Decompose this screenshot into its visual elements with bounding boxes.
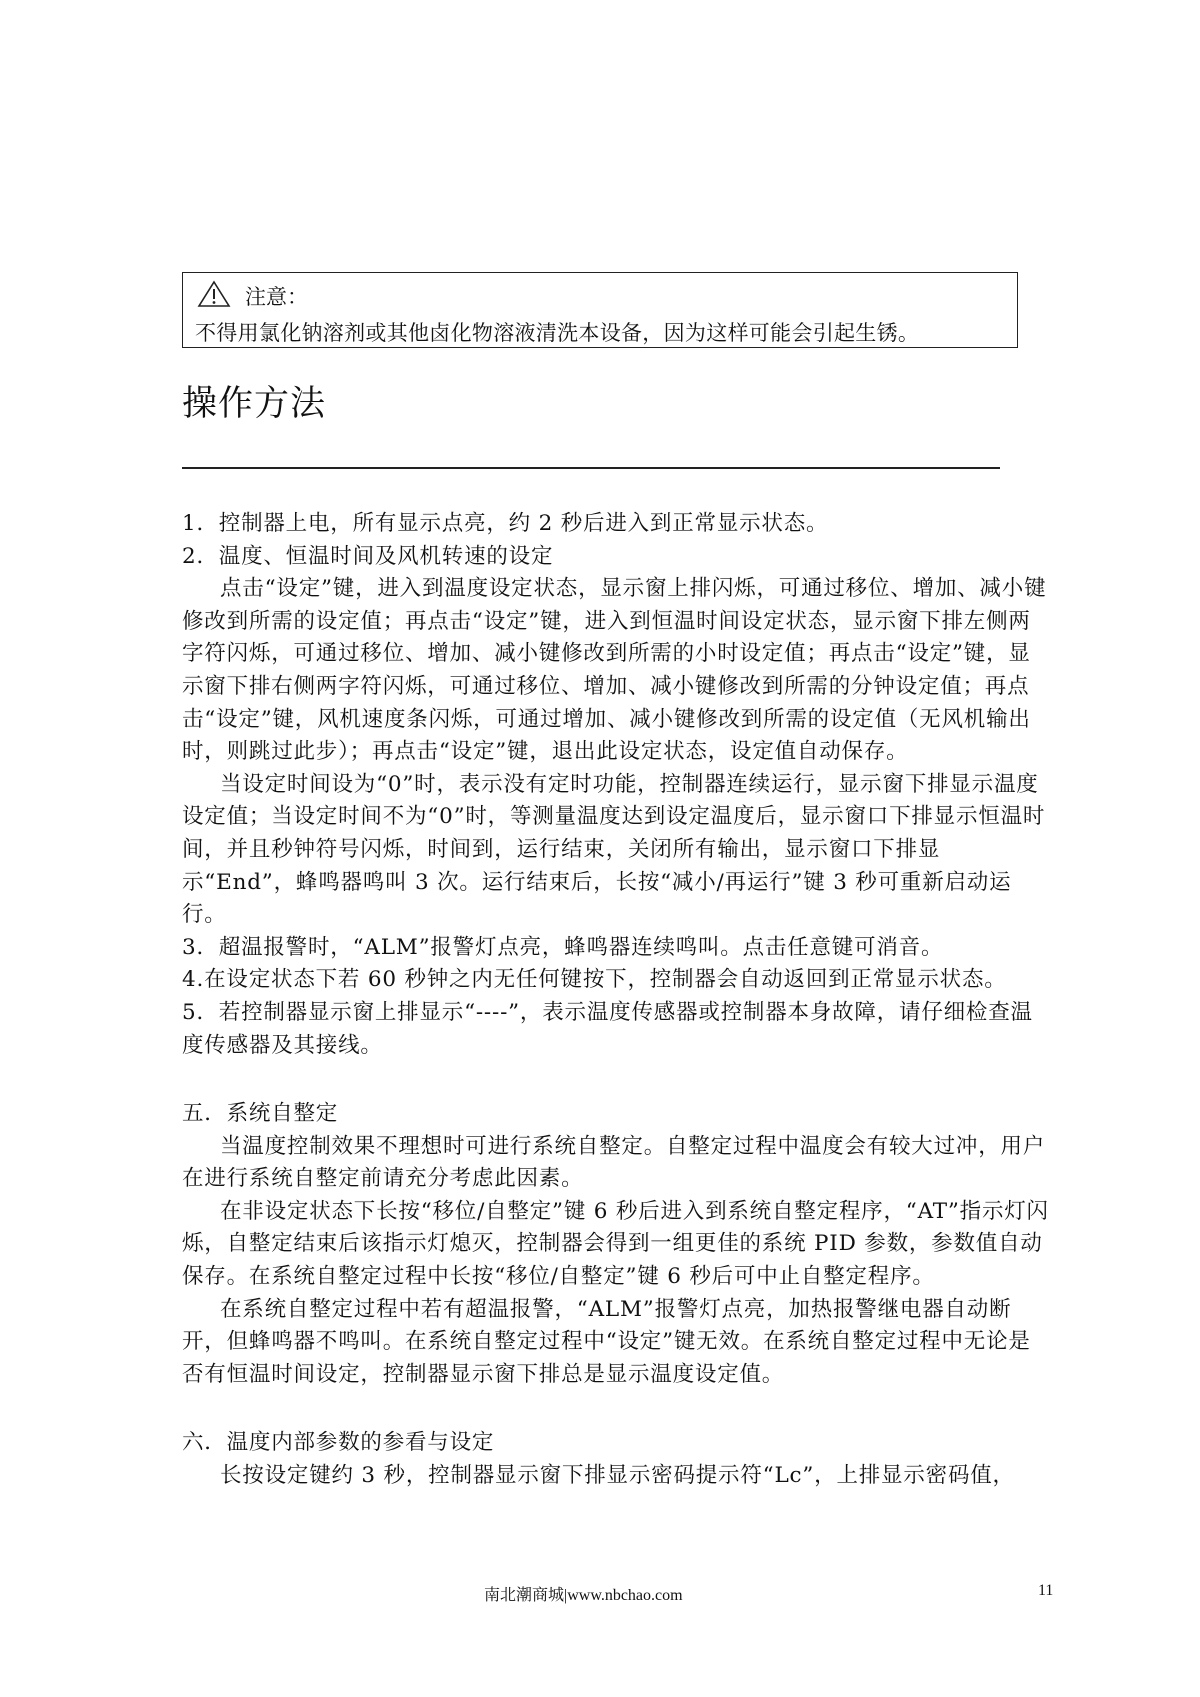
timer-paragraph: 当设定时间设为“0”时，表示没有定时功能，控制器连续运行，显示窗下排显示温度设定值；当设定时间不为“0”时，等测量温度达到设定温度后，显示窗口下排显示恒温时间，并且秒钟符号闪烁，时间到，运行结束，关闭所有输出，显示窗口下排显示“End”，蜂鸣器鸣叫 3 次。运行结束后，长按“减小/再运行”键 3 秒可重新启动运行。 xyxy=(182,771,1046,928)
section-5-paragraph: 在系统自整定过程中若有超温报警，“ALM”报警灯点亮，加热报警继电器自动断开，但蜂鸣器不鸣叫。在系统自整定过程中“设定”键无效。在系统自整定过程中无论是否有恒温时间设定，控制器显示窗下排总是显示温度设定值。 xyxy=(182,1296,1031,1387)
footer-site-link[interactable]: 南北潮商城|www.nbchao.com xyxy=(484,1587,683,1604)
main-content xyxy=(182,508,1052,1493)
section-5-paragraph: 在非设定状态下长按“移位/自整定”键 6 秒后进入到系统自整定程序，“AT”指示灯闪烁，自整定结束后该指示灯熄灭，控制器会得到一组更佳的系统 PID 参数，参数值自动保存。在系统自整定过程中长按“移位/自整定”键 6 秒后可中止自整定程序。 xyxy=(182,1198,1049,1290)
notice-box xyxy=(182,272,1018,348)
item-2-heading: 2．温度、恒温时间及风机转速的设定 xyxy=(182,543,554,569)
notice-text: 不得用氯化钠溶剂或其他卤化物溶液清洗本设备，因为这样可能会引起生锈。 xyxy=(195,321,920,345)
section-6-paragraph: 长按设定键约 3 秒，控制器显示窗下排显示密码提示符“Lc”，上排显示密码值， xyxy=(220,1463,1015,1489)
notice-heading: 注意： xyxy=(245,285,308,309)
page-title: 操作方法 xyxy=(182,384,327,424)
page-footer xyxy=(0,1582,1200,1606)
section-5-heading: 五．系统自整定 xyxy=(182,1101,339,1127)
title-divider xyxy=(182,467,1000,469)
section-5-paragraph: 当温度控制效果不理想时可进行系统自整定。自整定过程中温度会有较大过冲，用户在进行系统自整定前请充分考虑此因素。 xyxy=(182,1133,1046,1192)
page-number: 11 xyxy=(1038,1582,1054,1599)
setting-paragraph: 点击“设定”键，进入到温度设定状态，显示窗上排闪烁，可通过移位、增加、减小键修改到所需的设定值；再点击“设定”键，进入到恒温时间设定状态，显示窗下排左侧两字符闪烁，可通过移位、增加、减小键修改到所需的小时设定值；再点击“设定”键，显示窗下排右侧两字符闪烁，可通过移位、增加、减小键修改到所需的分钟设定值；再点击“设定”键，风机速度条闪烁，可通过增加、减小键修改到所需的设定值（无风机输出时，则跳过此步）；再点击“设定”键，退出此设定状态，设定值自动保存。 xyxy=(182,576,1047,765)
item-1: 1．控制器上电，所有显示点亮，约 2 秒后进入到正常显示状态。 xyxy=(182,511,829,536)
item-3: 3．超温报警时，“ALM”报警灯点亮，蜂鸣器连续鸣叫。点击任意键可消音。 xyxy=(182,934,944,960)
warning-icon xyxy=(197,280,231,313)
spacer xyxy=(182,1391,1052,1427)
item-5: 5．若控制器显示窗上排显示“----”，表示温度传感器或控制器本身故障，请仔细检查温度传感器及其接线。 xyxy=(182,999,1033,1058)
notice-header xyxy=(197,281,308,311)
item-4: 4.在设定状态下若 60 秒钟之内无任何键按下，控制器会自动返回到正常显示状态。 xyxy=(182,967,1007,993)
spacer xyxy=(182,1062,1052,1098)
section-6-heading: 六．温度内部参数的参看与设定 xyxy=(182,1430,495,1456)
